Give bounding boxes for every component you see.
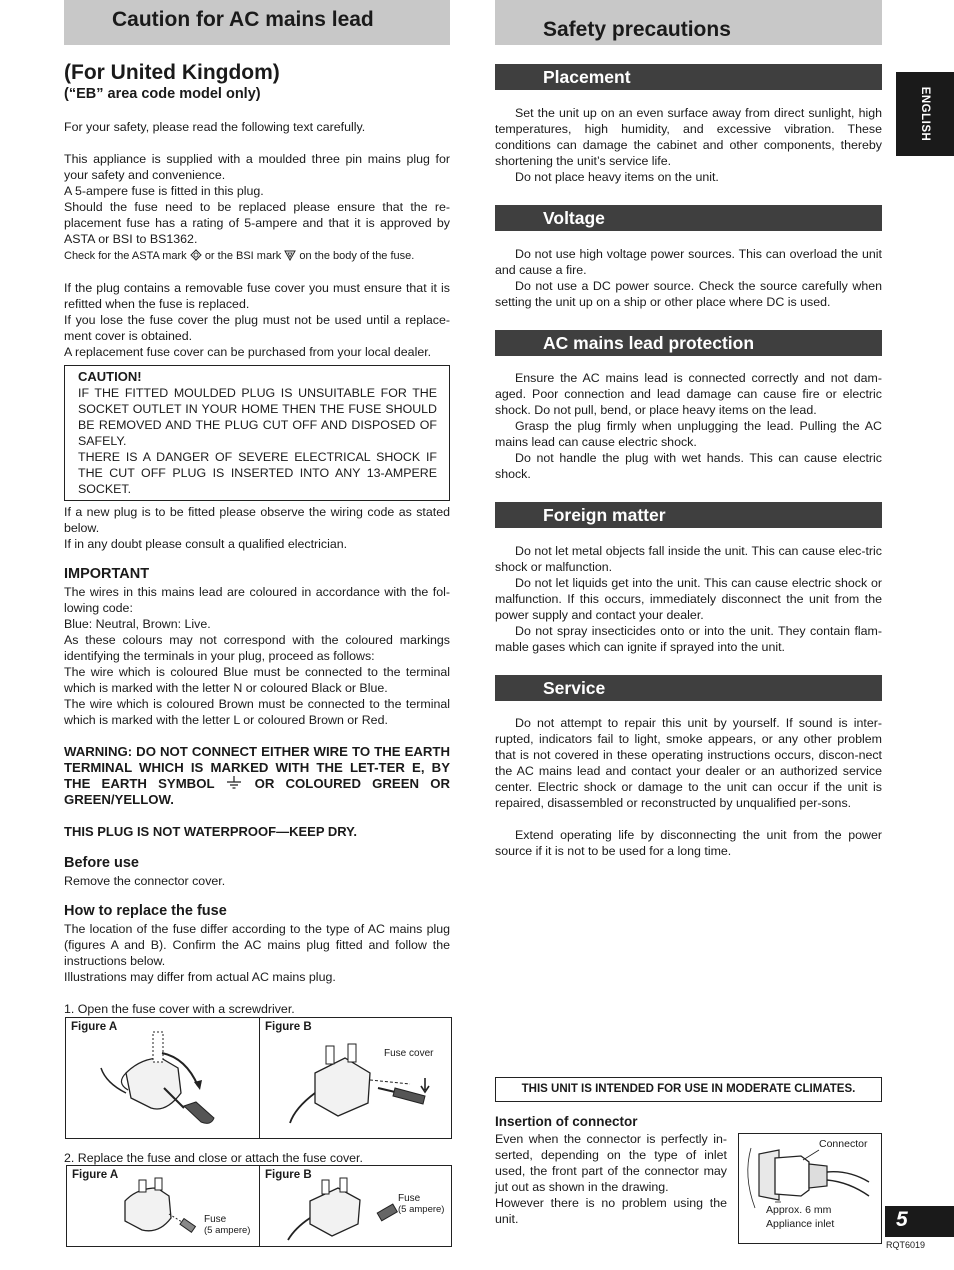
asta-check-text: Check for the ASTA mark: [64, 250, 187, 262]
figure-a-cell-2: [67, 1166, 260, 1246]
language-tab: [896, 72, 954, 156]
foreign-heading: Foreign matter: [543, 505, 666, 525]
cover-line: If you lose the fuse cover the plug must not be used until a replace-ment cover is obtained.: [64, 313, 450, 343]
inlet-label: Appliance inlet: [766, 1218, 835, 1230]
after-caution: [64, 504, 450, 552]
left-band-title: Caution for AC mains lead: [112, 8, 374, 31]
fuse-paragraph: [64, 151, 450, 264]
figure-row-replace-fuse: [66, 1165, 452, 1247]
fuse-rating-b: (5 ampere): [398, 1204, 445, 1215]
important-line: Blue: Neutral, Brown: Live.: [64, 617, 211, 631]
voltage-header: [495, 205, 882, 231]
right-title-band: [495, 0, 882, 45]
area-code-note: (“EB” area code model only): [64, 86, 261, 102]
important-line: As these colours may not correspond with the coloured markings identifying the terminals in your plug, proceed as follows:: [64, 633, 450, 663]
placement-heading: Placement: [543, 67, 631, 87]
asta-mark-icon: [190, 249, 202, 261]
foreign-p2: Do not let liquids get into the unit. This can cause electric shock or malfunction. If this occurs, immediately disconnect the unit from the power supply and contact your dealer.: [495, 576, 882, 622]
ac-lead-p1: Ensure the AC mains lead is connected correctly and not dam-aged. Poor connection and lead damage can cause fire or electric shock. Do not pull, bend, or place heavy items on the lead.: [495, 371, 882, 417]
connector-label: Connector: [819, 1138, 868, 1150]
figure-a-cell: [66, 1018, 260, 1138]
replace-line: The location of the fuse differ according to the type of AC mains plug (figures A and B). Confirm the AC mains plug fitted and follow the instructions below.: [64, 922, 450, 968]
placement-p1: Set the unit up on an even surface away from direct sunlight, high temperatures, high humidity, and excessive vibration. These conditions can damage the cabinet and other components, thereby shortening the unit’s service life.: [495, 106, 882, 168]
ac-lead-p3: Do not handle the plug with wet hands. This can cause electric shock.: [495, 451, 882, 481]
climate-notice-box: [495, 1077, 882, 1102]
plug-screwdriver-b-illustration: [260, 1018, 450, 1136]
ac-lead-body: [495, 370, 882, 482]
figure-b-cell-2: [260, 1166, 451, 1246]
replace-fuse-body: [64, 921, 450, 985]
before-use-text: Remove the connector cover.: [64, 874, 226, 888]
figure-b-cell: [260, 1018, 451, 1138]
asta-check-line: [64, 248, 450, 264]
after-caution-line: If a new plug is to be fitted please observe the wiring code as stated below.: [64, 505, 450, 535]
fuse-rating-a: (5 ampere): [204, 1225, 251, 1236]
replace-line: Illustrations may differ from actual AC mains plug.: [64, 970, 336, 984]
cover-paragraph: [64, 280, 450, 360]
cover-line: If the plug contains a removable fuse cover you must ensure that it is refitted when the fuse is replaced.: [64, 281, 450, 311]
connector-inlet-illustration: [739, 1134, 881, 1243]
important-body: [64, 584, 450, 728]
earth-symbol-icon: [225, 776, 243, 790]
important-line: The wire which is coloured Brown must be connected to the terminal which is marked with the letter L or coloured Brown or Red.: [64, 697, 450, 727]
step-2: 2. Replace the fuse and close or attach the fuse cover.: [64, 1151, 363, 1165]
foreign-p3: Do not spray insecticides onto or into the unit. They contain flam-mable gases which can ignite if sprayed into the unit.: [495, 624, 882, 654]
insertion-p1: Even when the connector is perfectly in-serted, depending on the type of inlet used, the front part of the connector may jut out as shown in the drawing.: [495, 1132, 727, 1194]
caution-line: IF THE FITTED MOULDED PLUG IS UNSUITABLE FOR THE SOCKET OUTLET IN YOUR HOME THEN THE FUSE SHOULD BE REMOVED AND THE PLUG CUT OFF AND DISPOSED OF SAFELY.: [78, 386, 437, 448]
plug-screwdriver-a-illustration: [66, 1018, 256, 1136]
uk-subtitle: (For United Kingdom): [64, 61, 280, 84]
right-band-title: Safety precautions: [543, 18, 731, 41]
ac-lead-header: [495, 330, 882, 356]
voltage-body: [495, 246, 882, 310]
intro-text: For your safety, please read the following text carefully.: [64, 120, 366, 134]
step-1: 1. Open the fuse cover with a screwdriver.: [64, 1002, 295, 1016]
fuse-label-b: Fuse: [398, 1193, 421, 1204]
service-header: [495, 675, 882, 701]
voltage-p1: Do not use high voltage power sources. This can overload the unit and cause a fire.: [495, 247, 882, 277]
plug-fuse-a-illustration: [67, 1166, 257, 1244]
insertion-p2: However there is no problem using the unit.: [495, 1196, 727, 1226]
figure-b-label: Figure B: [265, 1021, 312, 1033]
insertion-heading: Insertion of connector: [495, 1114, 638, 1129]
caution-line: THERE IS A DANGER OF SEVERE ELECTRICAL SHOCK IF THE CUT OFF PLUG IS INSERTED INTO ANY 13-AMPERE SOCKET.: [78, 450, 437, 496]
language-tab-label: ENGLISH: [919, 86, 931, 142]
service-heading: Service: [543, 678, 606, 698]
important-line: The wires in this mains lead are coloured in accordance with the fol-lowing code:: [64, 585, 450, 615]
voltage-heading: Voltage: [543, 208, 605, 228]
page-number: 5: [896, 1208, 908, 1231]
page-number-box: [885, 1206, 954, 1237]
after-caution-line: If in any doubt please consult a qualified electrician.: [64, 537, 348, 551]
figure-row-open-cover: [65, 1017, 452, 1139]
fuse-body-text: on the body of the fuse.: [299, 250, 415, 262]
voltage-p2: Do not use a DC power source. Check the source carefully when setting the unit up on a ship or other place where DC is used.: [495, 279, 882, 309]
connector-figure: [738, 1133, 882, 1244]
before-use-heading: Before use: [64, 855, 139, 871]
foreign-body: [495, 543, 882, 655]
service-body: [495, 715, 882, 859]
fuse-line: A 5-ampere fuse is fitted in this plug.: [64, 184, 264, 198]
foreign-header: [495, 502, 882, 528]
placement-body: [495, 105, 882, 185]
fuse-cover-label: Fuse cover: [384, 1048, 434, 1059]
left-title-band: [64, 0, 450, 45]
replace-fuse-heading: How to replace the fuse: [64, 903, 227, 919]
service-p1: Do not attempt to repair this unit by yourself. If sound is inter-rupted, indicators fail to light, smoke appears, or any other problem that is not covered in these operating instructions occurs, discon-nect the AC mains lead and contact your dealer or an authorized service center. Electric shock or damage to the unit can occur if the unit is repaired, disassembled or reconstructed by unqualified per-sons.: [495, 716, 882, 810]
caution-box: [64, 365, 450, 501]
ac-lead-heading: AC mains lead protection: [543, 333, 755, 353]
bsi-check-text: or the BSI mark: [204, 250, 282, 262]
important-line: The wire which is coloured Blue must be connected to the terminal which is marked with the letter N or coloured Black or Blue.: [64, 665, 450, 695]
placement-p2: Do not place heavy items on the unit.: [515, 170, 719, 184]
insertion-body: [495, 1131, 727, 1227]
caution-title: CAUTION!: [78, 369, 142, 384]
document-code: RQT6019: [886, 1240, 926, 1250]
fuse-label-a: Fuse: [204, 1214, 227, 1225]
fuse-line: This appliance is supplied with a moulded three pin mains plug for your safety and convenience.: [64, 152, 450, 182]
caution-body: [78, 385, 437, 497]
approx-label: Approx. 6 mm: [766, 1204, 832, 1216]
plug-fuse-b-illustration: [260, 1166, 450, 1244]
foreign-p1: Do not let metal objects fall inside the unit. This can cause elec-tric shock or malfunction.: [495, 544, 882, 574]
figure-b-label-2: Figure B: [265, 1169, 312, 1181]
cover-line: A replacement fuse cover can be purchased from your local dealer.: [64, 345, 432, 359]
figure-a-label: Figure A: [71, 1021, 118, 1033]
fuse-line: Should the fuse need to be replaced please ensure that the re-placement fuse has a rating of 5-ampere and that it is approved by ASTA or BSI to BS1362.: [64, 200, 450, 246]
placement-header: [495, 64, 882, 90]
warning-text: WARNING: DO NOT CONNECT EITHER WIRE TO THE EARTH TERMINAL WHICH IS MARKED WITH THE LET-TER E, BY THE EARTH SYMBOL: [64, 744, 450, 791]
warning-text-end: OR COLOURED GREEN OR GREEN/YELLOW.: [64, 776, 450, 807]
bsi-kitemark-icon: [284, 249, 296, 261]
earth-warning: [64, 744, 450, 808]
important-heading: IMPORTANT: [64, 566, 150, 582]
waterproof-warning: THIS PLUG IS NOT WATERPROOF—KEEP DRY.: [64, 824, 358, 839]
service-p2: Extend operating life by disconnecting the unit from the power source if it is not to be used for a long time.: [495, 828, 882, 858]
climate-notice: THIS UNIT IS INTENDED FOR USE IN MODERATE CLIMATES.: [521, 1083, 856, 1095]
ac-lead-p2: Grasp the plug firmly when unplugging the lead. Pulling the AC mains lead can cause electric shock.: [495, 419, 882, 449]
figure-a-label-2: Figure A: [72, 1169, 119, 1181]
